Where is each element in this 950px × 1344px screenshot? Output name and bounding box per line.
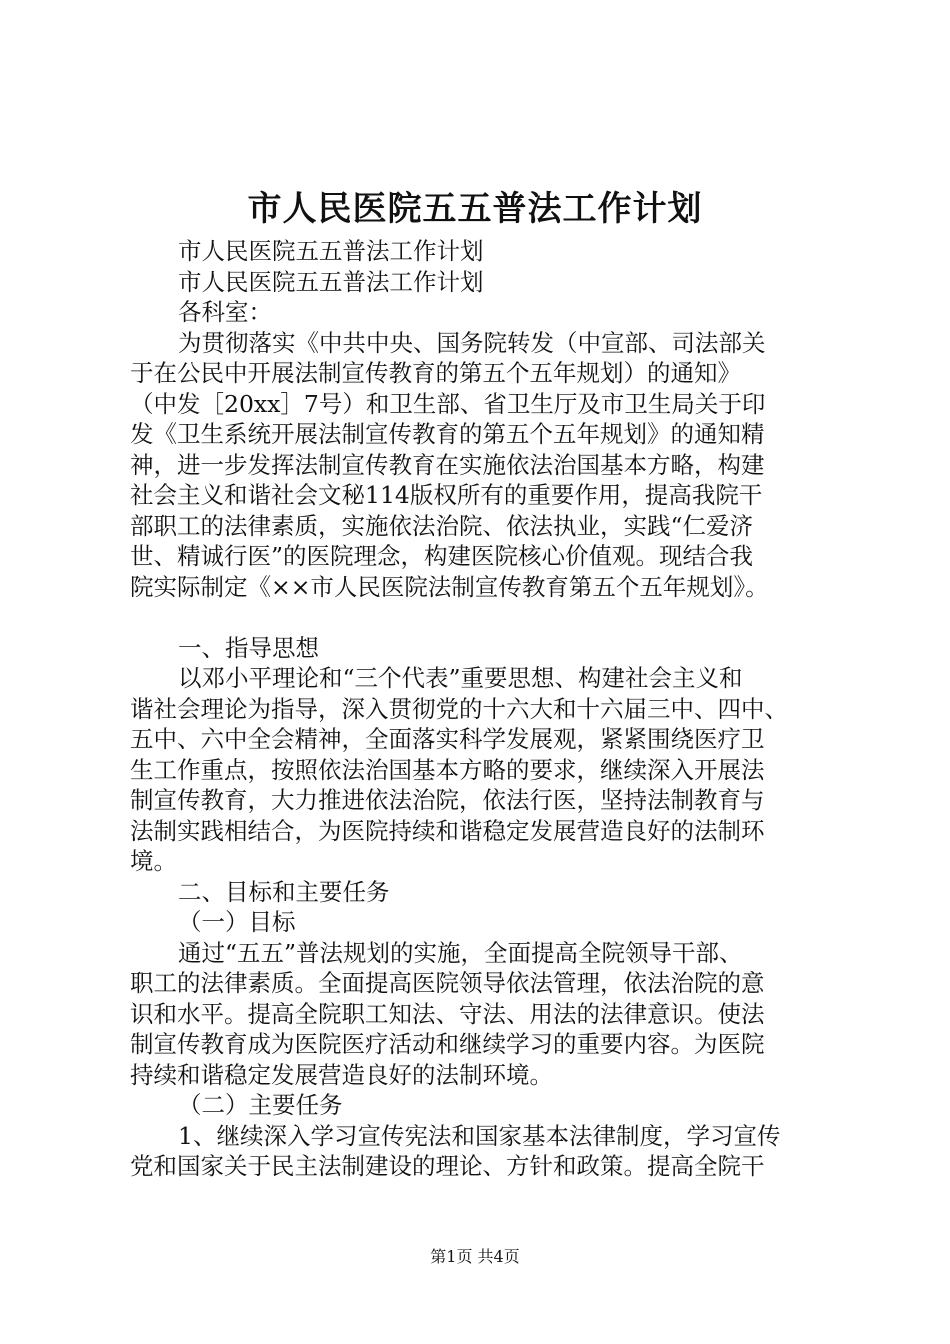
paragraph-gap [130,602,840,633]
text-line: 社会主义和谐社会文秘114版权所有的重要作用，提高我院干 [130,481,763,509]
text-line: 生工作重点，按照依法治国基本方略的要求，继续深入开展法 [130,755,765,784]
text-line: （中发［20xx］7号）和卫生部、省卫生厅及市卫生局关于印 [130,389,766,418]
subsection-heading: （二）主要任务 [178,1091,343,1119]
text-line: 市人民医院五五普法工作计划 [178,237,484,265]
text-line: 为贯彻落实《中共中央、国务院转发（中宣部、司法部关 [178,328,766,357]
text-line: 院实际制定《××市人民医院法制宣传教育第五个五年规划》。 [130,572,769,601]
text-line: 持续和谐稳定发展营造良好的法制环境。 [130,1060,553,1089]
text-line: 五中、六中全会精神，全面落实科学发展观，紧紧围绕医疗卫 [130,725,765,753]
text-line: 境。 [130,847,177,875]
text-line: 制宣传教育成为医院医疗活动和继续学习的重要内容。为医院 [130,1030,765,1058]
text-line: 党和国家关于民主法制建设的理论、方针和政策。提高全院干 [130,1152,765,1180]
subsection-heading: （一）目标 [178,908,296,936]
section-heading: 一、指导思想 [178,633,319,662]
section-heading: 二、目标和主要任务 [178,877,390,906]
text-line: 发《卫生系统开展法制宣传教育的第五个五年规划》的通知精 [130,420,765,448]
text-line: 以邓小平理论和“三个代表”重要思想、构建社会主义和 [178,664,743,692]
text-line: 世、精诚行医”的医院理念，构建医院核心价值观。现结合我 [130,542,754,570]
text-line: 部职工的法律素质，实施依法治院、依法执业，实践“仁爱济 [130,511,754,540]
text-line: 市人民医院五五普法工作计划 [178,267,484,296]
document-title: 市人民医院五五普法工作计划 [247,189,703,229]
page-number-footer: 第1页 共4页 [430,1247,520,1266]
text-line: 于在公民中开展法制宣传教育的第五个五年规划）的通知》 [130,359,741,387]
text-line: 法制实践相结合，为医院持续和谐稳定发展营造良好的法制环 [130,816,765,845]
text-line: 职工的法律素质。全面提高医院领导依法管理，依法治院的意 [130,969,765,997]
text-line: 神，进一步发挥法制宣传教育在实施依法治国基本方略，构建 [130,450,765,479]
text-line: 通过“五五”普法规划的实施，全面提高全院领导干部、 [178,938,743,967]
text-line: 谐社会理论为指导，深入贯彻党的十六大和十六届三中、四中、 [130,694,788,723]
text-line: 1、继续深入学习宣传宪法和国家基本法律制度，学习宣传 [178,1121,781,1150]
text-line: 识和水平。提高全院职工知法、守法、用法的法律意识。使法 [130,999,765,1028]
salutation: 各科室： [178,298,272,326]
document-body [130,236,840,1182]
text-line: 制宣传教育，大力推进依法治院，依法行医，坚持法制教育与 [130,786,765,814]
